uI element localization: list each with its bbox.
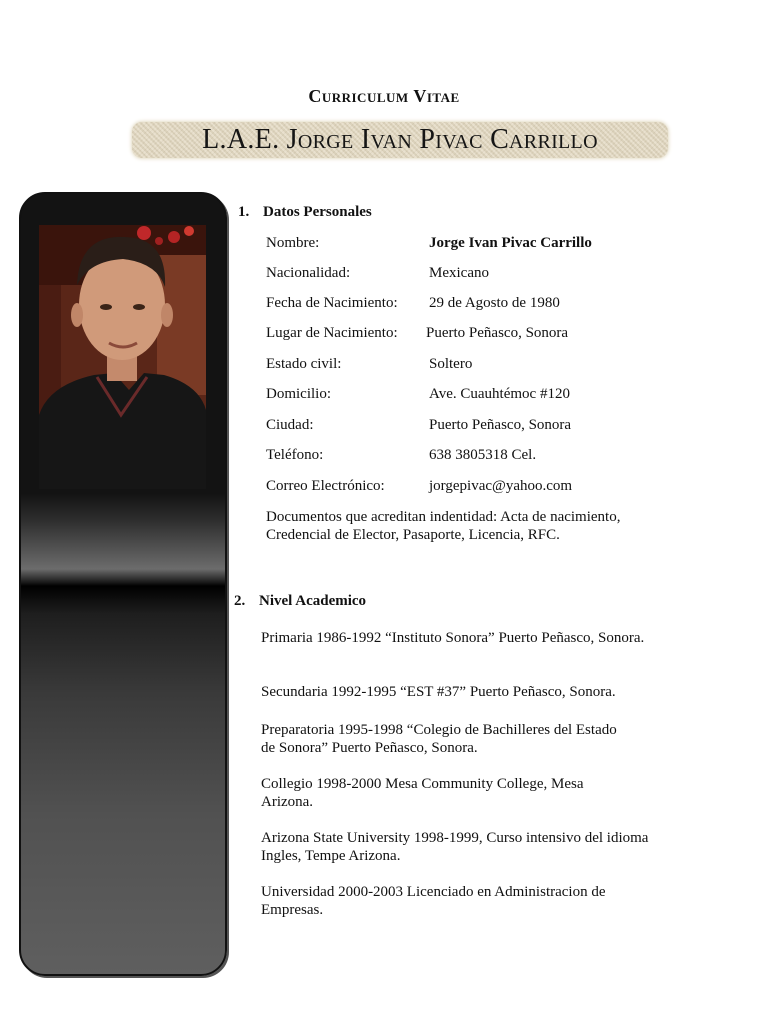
section-title: Datos Personales bbox=[263, 204, 372, 220]
row-value: Ave. Cuauhtémoc #120 bbox=[429, 386, 570, 402]
profile-photo bbox=[39, 225, 206, 489]
row-value: Puerto Peñasco, Sonora bbox=[426, 325, 569, 341]
section-number: 2. bbox=[234, 593, 246, 609]
section-personal-title bbox=[238, 204, 372, 221]
row-value: Puerto Peñasco, Sonora bbox=[429, 417, 572, 433]
row-label: Fecha de Nacimiento: bbox=[266, 295, 398, 311]
academic-item-universidad: Universidad 2000-2003 Licenciado en Administracion de Empresas. bbox=[261, 884, 606, 918]
section-title: Nivel Academico bbox=[259, 593, 367, 609]
row-value: jorgepivac@yahoo.com bbox=[429, 478, 573, 494]
row-value: Mexicano bbox=[429, 265, 489, 281]
academic-item-secundaria: Secundaria 1992-1995 “EST #37” Puerto Peñasco, Sonora. bbox=[261, 684, 616, 700]
section-number: 1. bbox=[238, 204, 250, 220]
academic-item-preparatoria: Preparatoria 1995-1998 “Colegio de Bachilleres del Estado de Sonora” Puerto Peñasco, Sonora. bbox=[261, 722, 617, 756]
section-academic-title bbox=[234, 593, 366, 610]
cv-subtitle: Curriculum Vitae bbox=[308, 86, 460, 106]
academic-item-collegio: Collegio 1998-2000 Mesa Community College, Mesa Arizona. bbox=[261, 776, 584, 810]
row-label: Correo Electrónico: bbox=[266, 478, 385, 494]
row-value: 638 3805318 Cel. bbox=[429, 447, 537, 463]
row-label: Teléfono: bbox=[266, 447, 324, 463]
row-label: Lugar de Nacimiento: bbox=[266, 325, 398, 341]
academic-item-asu: Arizona State University 1998-1999, Curso intensivo del idioma Ingles, Tempe Arizona. bbox=[261, 830, 649, 864]
name-banner: L.A.E. Jorge Ivan Pivac Carrillo bbox=[132, 122, 668, 158]
row-value: Jorge Ivan Pivac Carrillo bbox=[429, 235, 592, 251]
row-value: 29 de Agosto de 1980 bbox=[429, 295, 560, 311]
row-label: Domicilio: bbox=[266, 386, 331, 402]
row-label: Nacionalidad: bbox=[266, 265, 351, 281]
row-label: Ciudad: bbox=[266, 417, 314, 433]
academic-item-primaria: Primaria 1986-1992 “Instituto Sonora” Puerto Peñasco, Sonora. bbox=[261, 630, 645, 646]
row-label: Estado civil: bbox=[266, 356, 342, 372]
row-value: Soltero bbox=[429, 356, 473, 372]
row-label: Nombre: bbox=[266, 235, 320, 251]
identity-documents: Documentos que acreditan indentidad: Acta de nacimiento, Credencial de Elector, Pasaporte, Licencia, RFC. bbox=[266, 509, 621, 543]
